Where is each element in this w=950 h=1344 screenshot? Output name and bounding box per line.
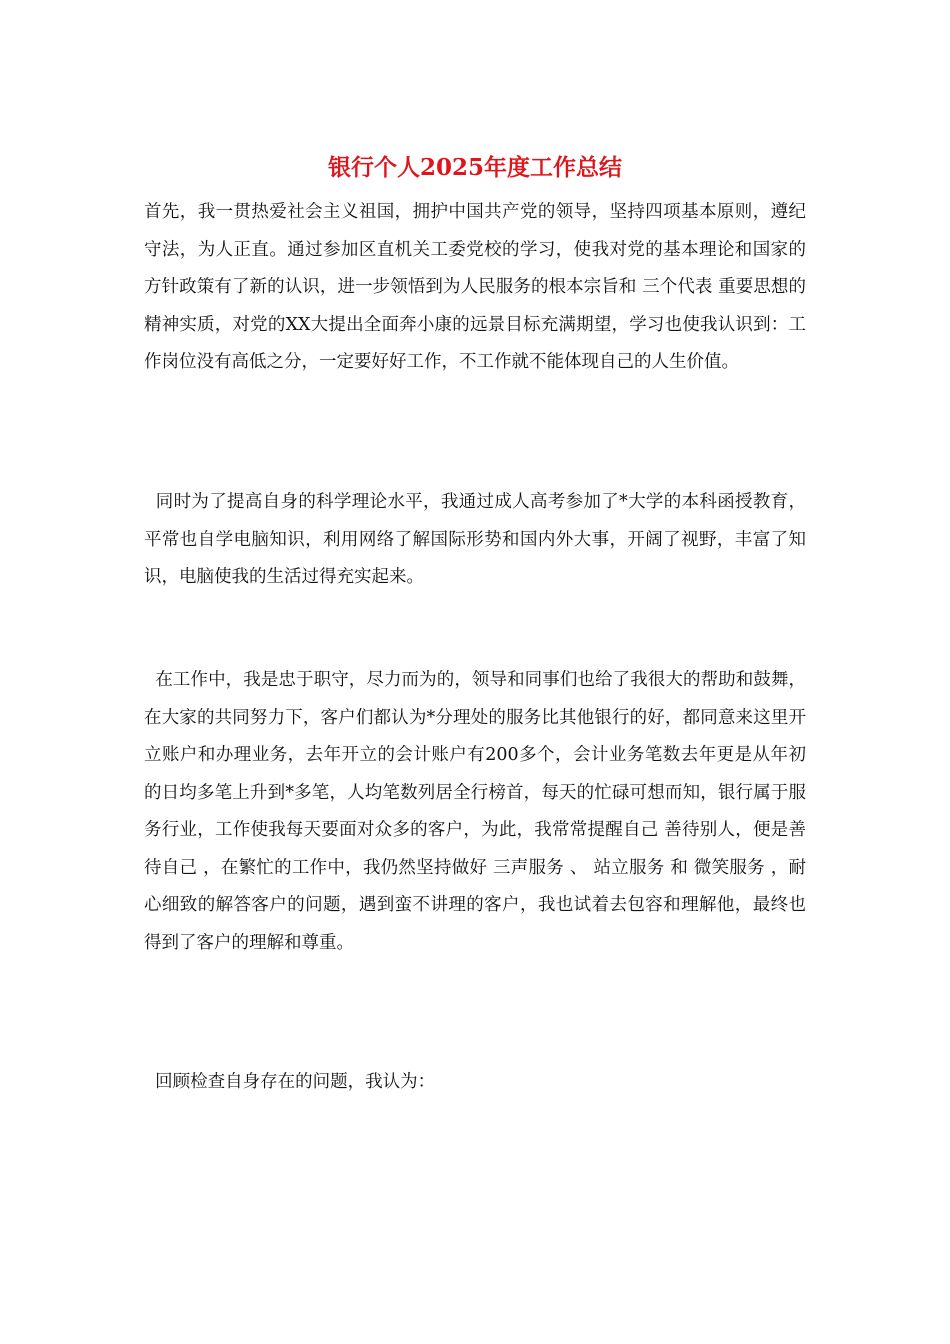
paragraph-review: 回顾检查自身存在的问题，我认为：: [144, 1072, 436, 1092]
paragraph-intro: 首先，我一贯热爱社会主义祖国，拥护中国共产党的领导，坚持四项基本原则，遵纪守法，为人正直。通过参加区直机关工委党校的学习，使我对党的基本理论和国家的方针政策有了新的认识，进一步领悟到为人民服务的根本宗旨和 三个代表 重要思想的精神实质，对党的XX大提出全面奔小康的远景目标充满期望，学习也使我认识到：工作岗位没有高低之分，一定要好好工作，不工作就不能体现自己的人生价值。: [144, 202, 806, 372]
paragraph-study: 同时为了提高自身的科学理论水平，我通过成人高考参加了*大学的本科函授教育，平常也自学电脑知识，利用网络了解国际形势和国内外大事，开阔了视野，丰富了知识，电脑使我的生活过得充实起来。: [144, 492, 806, 587]
document-title: 银行个人2025年度工作总结: [327, 154, 622, 181]
paragraph-work: 在工作中，我是忠于职守，尽力而为的，领导和同事们也给了我很大的帮助和鼓舞，在大家的共同努力下，客户们都认为*分理处的服务比其他银行的好，都同意来这里开立账户和办理业务，去年开立的会计账户有200多个，会计业务笔数去年更是从年初的日均多笔上升到*多笔，人均笔数列居全行榜首，每天的忙碌可想而知，银行属于服务行业，工作使我每天要面对众多的客户，为此，我常常提醒自己 善待别人，便是善待自己 ，在繁忙的工作中，我仍然坚持做好 三声服务 、 站立服务 和 微笑服务 ，耐心细致的解答客户的问题，遇到蛮不讲理的客户，我也试着去包容和理解他，最终也得到了客户的理解和尊重。: [144, 670, 806, 953]
